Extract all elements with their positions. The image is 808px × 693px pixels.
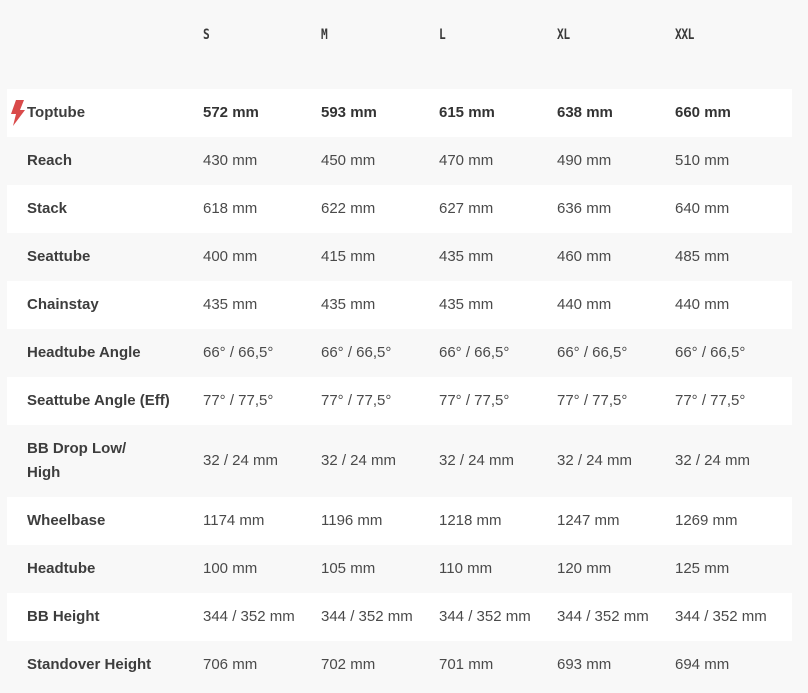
value-cell: 32 / 24 mm [439,452,515,469]
value-cell: 32 / 24 mm [675,452,751,469]
value-cell: 435 mm [321,296,376,313]
value-cell: 435 mm [203,296,258,313]
value-cell: 640 mm [675,200,730,217]
value-cell: 344 / 352 mm [439,608,531,625]
row-label: Toptube [27,104,86,121]
size-header-s: S [203,27,210,43]
value-cell: 702 mm [321,656,376,673]
value-cell: 450 mm [321,152,376,169]
value-cell: 627 mm [439,200,494,217]
value-cell: 1196 mm [321,512,383,529]
row-label: BB Drop Low/ High [27,440,127,481]
value-cell: 636 mm [557,200,612,217]
value-cell: 701 mm [439,656,494,673]
value-cell: 435 mm [439,296,494,313]
row-label: Standover Height [27,656,152,673]
value-cell: 1174 mm [203,512,265,529]
value-cell: 66° / 66,5° [557,344,628,361]
value-cell: 1218 mm [439,512,502,529]
size-header-l: L [439,27,446,43]
table-row-chainstay [7,281,792,329]
value-cell: 66° / 66,5° [439,344,510,361]
table-row-seattube [7,233,792,281]
row-label: Seattube Angle (Eff) [27,392,170,409]
value-cell: 344 / 352 mm [203,608,295,625]
value-cell: 490 mm [557,152,612,169]
value-cell: 77° / 77,5° [675,392,746,409]
table-row-toptube [7,89,792,137]
value-cell: 572 mm [203,104,259,121]
value-cell: 120 mm [557,560,612,577]
value-cell: 77° / 77,5° [557,392,628,409]
value-cell: 485 mm [675,248,730,265]
value-cell: 110 mm [439,560,493,577]
value-cell: 100 mm [203,560,258,577]
size-header-m: M [321,27,328,43]
value-cell: 1269 mm [675,512,738,529]
table-row-headtube-angle [7,329,792,377]
value-cell: 415 mm [321,248,376,265]
table-row-standover-height [7,641,792,689]
value-cell: 660 mm [675,104,731,121]
value-cell: 440 mm [675,296,730,313]
value-cell: 66° / 66,5° [321,344,392,361]
value-cell: 344 / 352 mm [321,608,413,625]
table-row-wheelbase [7,497,792,545]
value-cell: 125 mm [675,560,730,577]
table-row-headtube [7,545,792,593]
row-label: Seattube [27,248,91,265]
lightning-bolt-icon [10,100,26,126]
value-cell: 460 mm [557,248,612,265]
row-label: Chainstay [27,296,99,313]
table-row-stack [7,185,792,233]
value-cell: 344 / 352 mm [557,608,649,625]
value-cell: 77° / 77,5° [203,392,274,409]
row-label: BB Height [27,608,100,625]
table-row-bb-drop [7,425,792,497]
value-cell: 32 / 24 mm [321,452,397,469]
value-cell: 706 mm [203,656,258,673]
value-cell: 470 mm [439,152,494,169]
value-cell: 694 mm [675,656,730,673]
row-label: Reach [27,152,73,169]
value-cell: 622 mm [321,200,376,217]
value-cell: 593 mm [321,104,377,121]
row-label: Wheelbase [27,512,106,529]
value-cell: 693 mm [557,656,612,673]
value-cell: 615 mm [439,104,495,121]
row-label: Stack [27,200,68,217]
value-cell: 66° / 66,5° [203,344,274,361]
value-cell: 105 mm [321,560,376,577]
table-row-bb-height [7,593,792,641]
value-cell: 400 mm [203,248,258,265]
value-cell: 32 / 24 mm [203,452,279,469]
value-cell: 430 mm [203,152,258,169]
row-label: Headtube Angle [27,344,141,361]
size-header-xxl: XXL [675,27,695,43]
value-cell: 440 mm [557,296,612,313]
value-cell: 32 / 24 mm [557,452,633,469]
value-cell: 435 mm [439,248,494,265]
row-label: Headtube [27,560,96,577]
value-cell: 638 mm [557,104,613,121]
size-header-xl: XL [557,27,570,43]
value-cell: 1247 mm [557,512,620,529]
table-row-seattube-angle [7,377,792,425]
value-cell: 77° / 77,5° [321,392,392,409]
value-cell: 344 / 352 mm [675,608,767,625]
value-cell: 618 mm [203,200,258,217]
table-header [0,0,808,89]
value-cell: 77° / 77,5° [439,392,510,409]
value-cell: 510 mm [675,152,730,169]
table-row-reach [7,137,792,185]
value-cell: 66° / 66,5° [675,344,746,361]
